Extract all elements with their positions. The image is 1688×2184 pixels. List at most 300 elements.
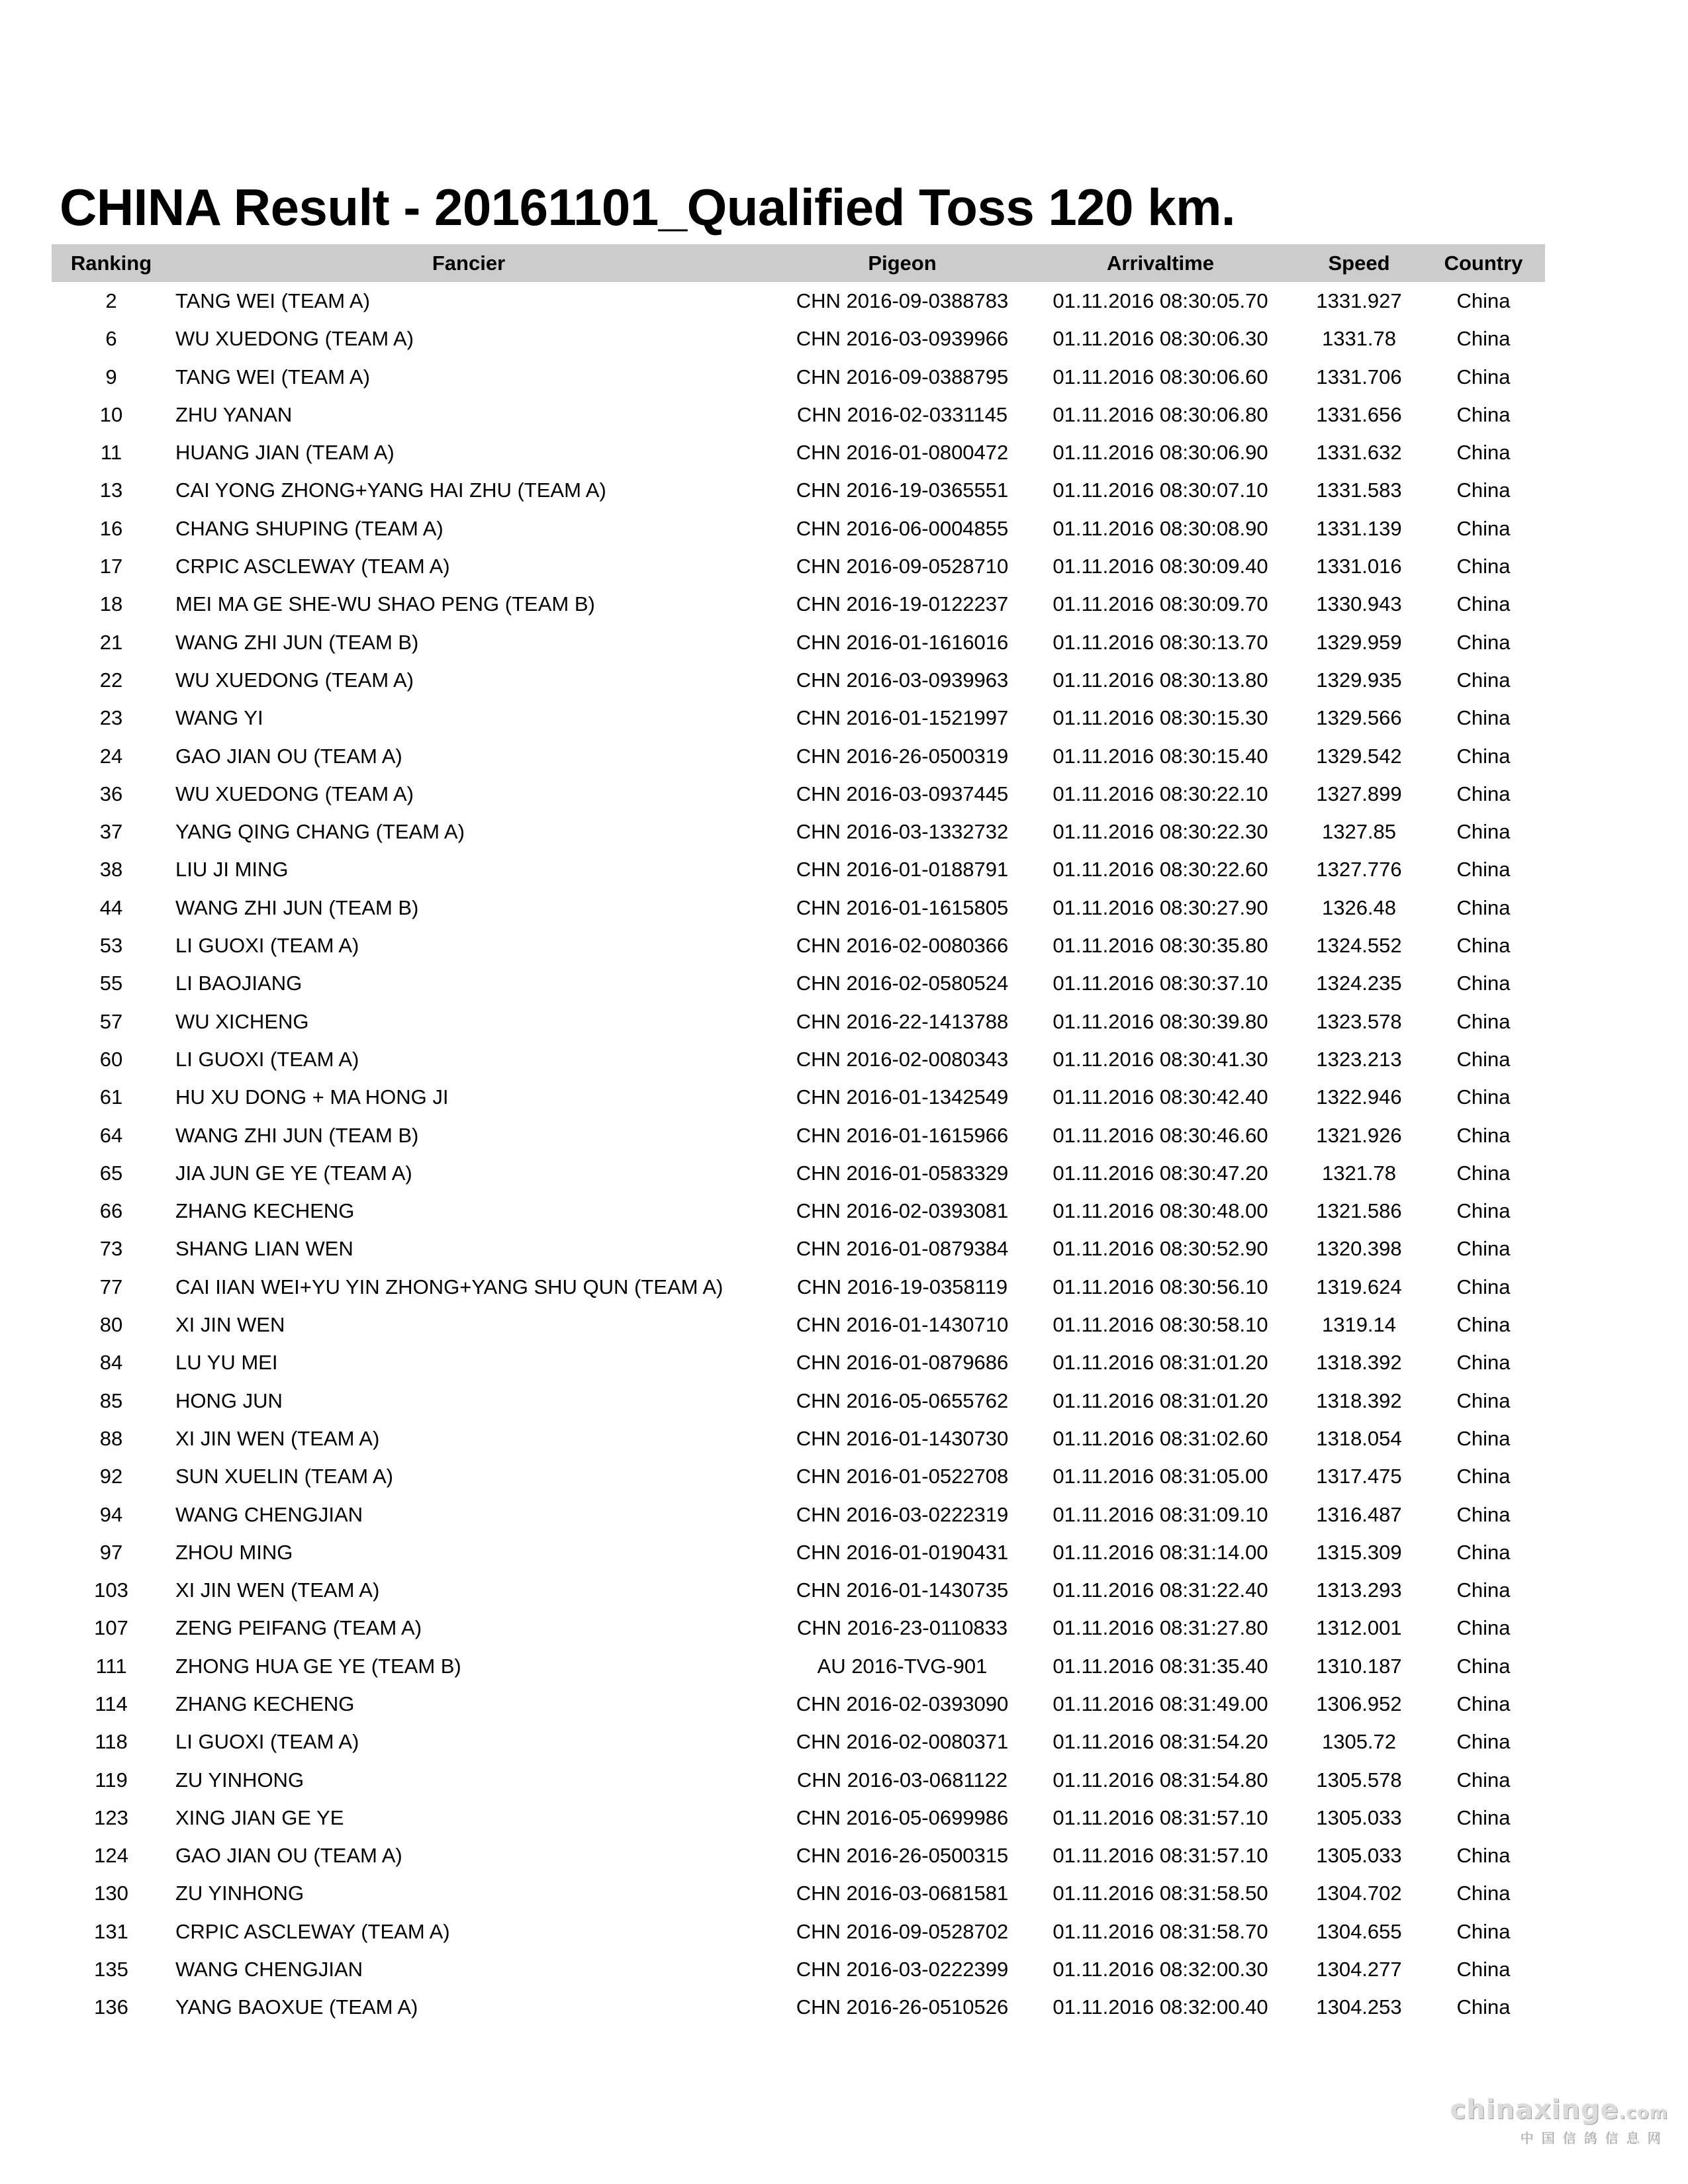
cell-pigeon: CHN 2016-09-0388795 [796, 365, 1009, 388]
cell-fancier: CAI IIAN WEI+YU YIN ZHONG+YANG SHU QUN (TEAM A) [175, 1275, 724, 1298]
table-row [52, 1343, 1545, 1381]
cell-pigeon: CHN 2016-19-0358119 [796, 1275, 1008, 1298]
cell-fancier: MEI MA GE SHE-WU SHAO PENG (TEAM B) [175, 592, 595, 616]
table-row [52, 850, 1545, 888]
cell-ranking: 24 [99, 744, 123, 768]
column-header-ranking: Ranking [70, 251, 152, 275]
cell-country: China [1456, 516, 1511, 540]
cell-pigeon: CHN 2016-03-0222319 [796, 1502, 1009, 1526]
cell-country: China [1456, 1237, 1511, 1261]
cell-fancier: LI GUOXI (TEAM A) [175, 934, 359, 958]
cell-speed: 1323.578 [1316, 1009, 1402, 1033]
cell-arrivaltime: 01.11.2016 08:30:09.70 [1053, 592, 1268, 616]
cell-speed: 1327.899 [1316, 782, 1402, 805]
cell-country: China [1456, 1578, 1511, 1602]
cell-country: China [1456, 1388, 1511, 1412]
cell-fancier: ZHANG KECHENG [175, 1692, 355, 1715]
cell-pigeon: CHN 2016-22-1413788 [796, 1009, 1009, 1033]
cell-speed: 1326.48 [1321, 895, 1397, 919]
cell-fancier: SUN XUELIN (TEAM A) [175, 1465, 393, 1488]
cell-country: China [1456, 1009, 1511, 1033]
cell-speed: 1306.952 [1316, 1692, 1402, 1715]
cell-fancier: WU XUEDONG (TEAM A) [175, 327, 414, 351]
cell-country: China [1456, 858, 1511, 882]
cell-pigeon: CHN 2016-19-0365551 [796, 478, 1009, 502]
table-row [52, 1685, 1545, 1723]
cell-fancier: XING JIAN GE YE [175, 1805, 344, 1829]
table-row [52, 585, 1545, 623]
cell-fancier: CHANG SHUPING (TEAM A) [175, 516, 444, 540]
cell-fancier: WU XICHENG [175, 1009, 309, 1033]
cell-speed: 1331.139 [1316, 516, 1402, 540]
cell-arrivaltime: 01.11.2016 08:32:00.30 [1053, 1958, 1268, 1981]
cell-speed: 1321.586 [1316, 1199, 1402, 1223]
cell-arrivaltime: 01.11.2016 08:30:47.20 [1053, 1161, 1268, 1185]
cell-arrivaltime: 01.11.2016 08:30:42.40 [1053, 1085, 1268, 1109]
table-row [52, 1761, 1545, 1799]
cell-arrivaltime: 01.11.2016 08:30:58.10 [1053, 1313, 1268, 1337]
cell-ranking: 38 [99, 858, 123, 882]
cell-fancier: YANG QING CHANG (TEAM A) [175, 820, 465, 844]
cell-pigeon: CHN 2016-05-0699986 [796, 1805, 1009, 1829]
table-row [52, 1647, 1545, 1685]
cell-arrivaltime: 01.11.2016 08:30:35.80 [1053, 934, 1268, 958]
cell-arrivaltime: 01.11.2016 08:30:13.70 [1053, 630, 1268, 654]
cell-speed: 1319.14 [1321, 1313, 1397, 1337]
table-row [52, 510, 1545, 547]
cell-country: China [1456, 478, 1511, 502]
cell-ranking: 114 [95, 1692, 128, 1715]
cell-ranking: 17 [99, 555, 123, 578]
cell-country: China [1456, 555, 1511, 578]
cell-fancier: ZHONG HUA GE YE (TEAM B) [175, 1654, 461, 1678]
cell-pigeon: CHN 2016-26-0500315 [796, 1844, 1009, 1868]
cell-country: China [1456, 744, 1511, 768]
cell-arrivaltime: 01.11.2016 08:31:27.80 [1053, 1616, 1268, 1640]
cell-ranking: 2 [105, 289, 117, 312]
cell-arrivaltime: 01.11.2016 08:31:01.20 [1053, 1388, 1268, 1412]
cell-arrivaltime: 01.11.2016 08:30:22.60 [1053, 858, 1268, 882]
cell-pigeon: CHN 2016-01-1430710 [796, 1313, 1009, 1337]
cell-country: China [1456, 1768, 1511, 1792]
cell-fancier: ZU YINHONG [175, 1882, 305, 1905]
cell-fancier: XI JIN WEN (TEAM A) [175, 1426, 380, 1450]
cell-pigeon: CHN 2016-03-0939963 [796, 668, 1009, 692]
cell-speed: 1323.213 [1316, 1047, 1402, 1071]
cell-ranking: 130 [94, 1882, 128, 1905]
cell-arrivaltime: 01.11.2016 08:30:48.00 [1053, 1199, 1268, 1223]
cell-fancier: ZENG PEIFANG (TEAM A) [175, 1616, 422, 1640]
cell-arrivaltime: 01.11.2016 08:31:05.00 [1053, 1465, 1268, 1488]
cell-pigeon: CHN 2016-02-0080366 [796, 934, 1009, 958]
cell-fancier: CRPIC ASCLEWAY (TEAM A) [175, 555, 450, 578]
cell-pigeon: CHN 2016-03-1332732 [796, 820, 1009, 844]
watermark-name: chinaxinge [1450, 2095, 1619, 2125]
cell-fancier: GAO JIAN OU (TEAM A) [175, 1844, 402, 1868]
cell-ranking: 18 [99, 592, 123, 616]
cell-arrivaltime: 01.11.2016 08:30:13.80 [1053, 668, 1268, 692]
cell-country: China [1456, 1882, 1511, 1905]
cell-country: China [1456, 365, 1511, 388]
table-row [52, 1192, 1545, 1230]
cell-speed: 1327.85 [1321, 820, 1397, 844]
cell-speed: 1315.309 [1316, 1540, 1402, 1564]
cell-country: China [1456, 1692, 1511, 1715]
cell-speed: 1327.776 [1316, 858, 1402, 882]
table-row [52, 1116, 1545, 1154]
table-row [52, 1154, 1545, 1192]
table-body [52, 282, 1545, 2026]
table-row [52, 1609, 1545, 1647]
cell-pigeon: CHN 2016-03-0681581 [796, 1882, 1009, 1905]
table-row [52, 1874, 1545, 1912]
cell-pigeon: CHN 2016-03-0939966 [796, 327, 1009, 351]
cell-arrivaltime: 01.11.2016 08:31:58.50 [1053, 1882, 1268, 1905]
cell-country: China [1456, 1123, 1511, 1147]
cell-arrivaltime: 01.11.2016 08:30:06.80 [1053, 402, 1268, 426]
cell-country: China [1456, 1275, 1511, 1298]
table-row [52, 1457, 1545, 1495]
cell-pigeon: CHN 2016-01-1616016 [796, 630, 1009, 654]
cell-fancier: WANG CHENGJIAN [175, 1958, 363, 1981]
cell-arrivaltime: 01.11.2016 08:31:57.10 [1053, 1805, 1268, 1829]
cell-pigeon: CHN 2016-01-0190431 [796, 1540, 1009, 1564]
cell-speed: 1331.78 [1321, 327, 1397, 351]
cell-ranking: 135 [94, 1958, 128, 1981]
cell-country: China [1456, 1465, 1511, 1488]
cell-fancier: ZU YINHONG [175, 1768, 305, 1792]
watermark-domain: .com [1618, 2103, 1668, 2123]
cell-arrivaltime: 01.11.2016 08:32:00.40 [1053, 1995, 1268, 2019]
cell-pigeon: CHN 2016-02-0393090 [796, 1692, 1009, 1715]
cell-pigeon: CHN 2016-03-0222399 [796, 1958, 1009, 1981]
cell-ranking: 118 [95, 1730, 128, 1754]
cell-fancier: XI JIN WEN (TEAM A) [175, 1578, 380, 1602]
table-row [52, 1988, 1545, 2026]
cell-ranking: 119 [95, 1768, 128, 1792]
cell-fancier: YANG BAOXUE (TEAM A) [175, 1995, 418, 2019]
cell-speed: 1316.487 [1316, 1502, 1402, 1526]
table-row [52, 1382, 1545, 1420]
cell-country: China [1456, 706, 1511, 730]
cell-arrivaltime: 01.11.2016 08:31:02.60 [1053, 1426, 1268, 1450]
cell-country: China [1456, 895, 1511, 919]
table-row [52, 927, 1545, 964]
cell-pigeon: CHN 2016-01-0522708 [796, 1465, 1009, 1488]
cell-fancier: WANG ZHI JUN (TEAM B) [175, 1123, 419, 1147]
cell-country: China [1456, 1616, 1511, 1640]
cell-ranking: 73 [99, 1237, 123, 1261]
cell-arrivaltime: 01.11.2016 08:30:39.80 [1053, 1009, 1268, 1033]
cell-country: China [1456, 1426, 1511, 1450]
cell-arrivaltime: 01.11.2016 08:30:37.10 [1053, 972, 1268, 995]
cell-ranking: 77 [99, 1275, 123, 1298]
cell-pigeon: CHN 2016-01-1430735 [796, 1578, 1009, 1602]
cell-arrivaltime: 01.11.2016 08:30:07.10 [1053, 478, 1268, 502]
cell-pigeon: CHN 2016-03-0937445 [796, 782, 1009, 805]
cell-pigeon: CHN 2016-02-0080343 [796, 1047, 1009, 1071]
cell-ranking: 11 [100, 441, 122, 465]
cell-country: China [1456, 1995, 1511, 2019]
cell-ranking: 21 [99, 630, 123, 654]
column-header-country: Country [1444, 251, 1523, 275]
cell-arrivaltime: 01.11.2016 08:30:05.70 [1053, 289, 1268, 312]
table-row [52, 1268, 1545, 1306]
cell-arrivaltime: 01.11.2016 08:31:49.00 [1053, 1692, 1268, 1715]
cell-ranking: 131 [94, 1919, 128, 1943]
cell-country: China [1456, 1654, 1511, 1678]
cell-speed: 1305.578 [1316, 1768, 1402, 1792]
cell-speed: 1329.935 [1316, 668, 1402, 692]
cell-arrivaltime: 01.11.2016 08:31:54.20 [1053, 1730, 1268, 1754]
cell-speed: 1331.016 [1316, 555, 1402, 578]
cell-arrivaltime: 01.11.2016 08:30:15.40 [1053, 744, 1268, 768]
table-row [52, 1040, 1545, 1078]
cell-pigeon: CHN 2016-02-0331145 [796, 402, 1008, 426]
cell-country: China [1456, 1844, 1511, 1868]
cell-ranking: 136 [94, 1995, 128, 2019]
cell-fancier: WANG ZHI JUN (TEAM B) [175, 630, 419, 654]
cell-fancier: WANG CHENGJIAN [175, 1502, 363, 1526]
table-row [52, 1913, 1545, 1950]
cell-speed: 1304.253 [1316, 1995, 1402, 2019]
table-header [52, 244, 1545, 282]
watermark-main [1450, 2097, 1668, 2123]
cell-speed: 1329.542 [1316, 744, 1402, 768]
cell-ranking: 88 [99, 1426, 123, 1450]
table-row [52, 1306, 1545, 1343]
cell-arrivaltime: 01.11.2016 08:30:46.60 [1053, 1123, 1268, 1147]
cell-fancier: JIA JUN GE YE (TEAM A) [175, 1161, 412, 1185]
table-row [52, 433, 1545, 471]
cell-pigeon: CHN 2016-01-0879686 [796, 1351, 1009, 1375]
cell-ranking: 23 [99, 706, 123, 730]
cell-ranking: 92 [99, 1465, 123, 1488]
cell-pigeon: CHN 2016-09-0528710 [796, 555, 1009, 578]
table-row [52, 699, 1545, 737]
cell-arrivaltime: 01.11.2016 08:30:56.10 [1053, 1275, 1268, 1298]
cell-country: China [1456, 402, 1511, 426]
cell-speed: 1313.293 [1316, 1578, 1402, 1602]
cell-pigeon: CHN 2016-03-0681122 [796, 1768, 1008, 1792]
cell-arrivaltime: 01.11.2016 08:30:22.30 [1053, 820, 1268, 844]
cell-ranking: 85 [99, 1388, 123, 1412]
cell-ranking: 44 [99, 895, 123, 919]
cell-country: China [1456, 820, 1511, 844]
table-row [52, 471, 1545, 509]
cell-speed: 1304.655 [1316, 1919, 1402, 1943]
cell-ranking: 107 [94, 1616, 128, 1640]
cell-pigeon: CHN 2016-05-0655762 [796, 1388, 1009, 1412]
cell-arrivaltime: 01.11.2016 08:31:58.70 [1053, 1919, 1268, 1943]
cell-fancier: CRPIC ASCLEWAY (TEAM A) [175, 1919, 450, 1943]
table-row [52, 1496, 1545, 1533]
cell-speed: 1321.78 [1321, 1161, 1397, 1185]
cell-country: China [1456, 972, 1511, 995]
cell-fancier: ZHOU MING [175, 1540, 293, 1564]
cell-fancier: WANG YI [175, 706, 263, 730]
cell-pigeon: CHN 2016-09-0388783 [796, 289, 1009, 312]
cell-speed: 1331.583 [1316, 478, 1402, 502]
cell-ranking: 36 [99, 782, 123, 805]
cell-ranking: 61 [99, 1085, 123, 1109]
cell-speed: 1331.706 [1316, 365, 1402, 388]
cell-arrivaltime: 01.11.2016 08:30:15.30 [1053, 706, 1268, 730]
cell-ranking: 94 [99, 1502, 123, 1526]
table-row [52, 964, 1545, 1002]
cell-speed: 1304.277 [1316, 1958, 1402, 1981]
cell-fancier: WU XUEDONG (TEAM A) [175, 782, 414, 805]
cell-fancier: XI JIN WEN [175, 1313, 285, 1337]
cell-pigeon: CHN 2016-01-0800472 [796, 441, 1009, 465]
cell-speed: 1329.959 [1316, 630, 1402, 654]
cell-pigeon: CHN 2016-06-0004855 [796, 516, 1009, 540]
table-row [52, 1420, 1545, 1457]
cell-country: China [1456, 1351, 1511, 1375]
cell-country: China [1456, 1919, 1511, 1943]
cell-ranking: 97 [99, 1540, 123, 1564]
cell-arrivaltime: 01.11.2016 08:30:52.90 [1053, 1237, 1268, 1261]
cell-pigeon: CHN 2016-01-0879384 [796, 1237, 1009, 1261]
cell-ranking: 55 [99, 972, 123, 995]
column-header-fancier: Fancier [432, 251, 506, 275]
cell-speed: 1318.392 [1316, 1351, 1402, 1375]
cell-pigeon: CHN 2016-09-0528702 [796, 1919, 1009, 1943]
cell-pigeon: CHN 2016-23-0110833 [796, 1616, 1008, 1640]
cell-speed: 1310.187 [1316, 1654, 1402, 1678]
cell-fancier: TANG WEI (TEAM A) [175, 289, 370, 312]
cell-ranking: 66 [99, 1199, 123, 1223]
cell-country: China [1456, 630, 1511, 654]
cell-ranking: 53 [99, 934, 123, 958]
watermark-logo [1450, 2097, 1668, 2146]
cell-ranking: 123 [94, 1805, 128, 1829]
cell-speed: 1322.946 [1316, 1085, 1402, 1109]
cell-fancier: GAO JIAN OU (TEAM A) [175, 744, 402, 768]
cell-speed: 1330.943 [1316, 592, 1402, 616]
cell-arrivaltime: 01.11.2016 08:31:22.40 [1053, 1578, 1268, 1602]
cell-speed: 1329.566 [1316, 706, 1402, 730]
cell-ranking: 9 [105, 365, 117, 388]
cell-ranking: 37 [99, 820, 123, 844]
cell-country: China [1456, 668, 1511, 692]
cell-speed: 1312.001 [1316, 1616, 1402, 1640]
cell-ranking: 64 [99, 1123, 123, 1147]
table-row [52, 623, 1545, 661]
cell-fancier: ZHU YANAN [175, 402, 293, 426]
table-row [52, 1837, 1545, 1874]
cell-pigeon: CHN 2016-01-1521997 [796, 706, 1009, 730]
cell-arrivaltime: 01.11.2016 08:31:57.10 [1053, 1844, 1268, 1868]
cell-ranking: 60 [99, 1047, 123, 1071]
cell-country: China [1456, 1730, 1511, 1754]
cell-pigeon: CHN 2016-19-0122237 [796, 592, 1009, 616]
cell-speed: 1321.926 [1316, 1123, 1402, 1147]
cell-pigeon: CHN 2016-26-0510526 [796, 1995, 1009, 2019]
cell-arrivaltime: 01.11.2016 08:30:06.60 [1053, 365, 1268, 388]
cell-arrivaltime: 01.11.2016 08:31:14.00 [1053, 1540, 1268, 1564]
cell-arrivaltime: 01.11.2016 08:30:09.40 [1053, 555, 1268, 578]
table-row [52, 1533, 1545, 1571]
cell-speed: 1324.552 [1316, 934, 1402, 958]
cell-speed: 1318.392 [1316, 1388, 1402, 1412]
cell-fancier: LI GUOXI (TEAM A) [175, 1730, 359, 1754]
cell-speed: 1331.927 [1316, 289, 1402, 312]
table-row [52, 813, 1545, 850]
cell-fancier: HU XU DONG + MA HONG JI [175, 1085, 449, 1109]
cell-arrivaltime: 01.11.2016 08:30:27.90 [1053, 895, 1268, 919]
cell-fancier: LU YU MEI [175, 1351, 278, 1375]
cell-fancier: WANG ZHI JUN (TEAM B) [175, 895, 419, 919]
cell-arrivaltime: 01.11.2016 08:30:22.10 [1053, 782, 1268, 805]
watermark-subtitle: 中国信鸽信息网 [1520, 2130, 1668, 2146]
cell-arrivaltime: 01.11.2016 08:30:06.90 [1053, 441, 1268, 465]
cell-pigeon: CHN 2016-01-1430730 [796, 1426, 1009, 1450]
table-row [52, 1571, 1545, 1609]
column-header-arrivaltime: Arrivaltime [1107, 251, 1214, 275]
cell-arrivaltime: 01.11.2016 08:30:41.30 [1053, 1047, 1268, 1071]
table-row [52, 889, 1545, 927]
table-row [52, 358, 1545, 396]
cell-fancier: LIU JI MING [175, 858, 289, 882]
cell-fancier: TANG WEI (TEAM A) [175, 365, 370, 388]
cell-speed: 1305.033 [1316, 1844, 1402, 1868]
cell-country: China [1456, 327, 1511, 351]
cell-arrivaltime: 01.11.2016 08:31:35.40 [1053, 1654, 1268, 1678]
cell-fancier: ZHANG KECHENG [175, 1199, 355, 1223]
cell-fancier: LI GUOXI (TEAM A) [175, 1047, 359, 1071]
cell-speed: 1305.72 [1321, 1730, 1397, 1754]
cell-fancier: HUANG JIAN (TEAM A) [175, 441, 395, 465]
cell-country: China [1456, 934, 1511, 958]
cell-country: China [1456, 1047, 1511, 1071]
cell-fancier: CAI YONG ZHONG+YANG HAI ZHU (TEAM A) [175, 478, 606, 502]
cell-country: China [1456, 1085, 1511, 1109]
cell-fancier: HONG JUN [175, 1388, 283, 1412]
cell-ranking: 57 [99, 1009, 123, 1033]
cell-country: China [1456, 1540, 1511, 1564]
cell-ranking: 22 [99, 668, 123, 692]
column-header-speed: Speed [1328, 251, 1390, 275]
cell-ranking: 80 [99, 1313, 123, 1337]
cell-pigeon: CHN 2016-26-0500319 [796, 744, 1009, 768]
cell-country: China [1456, 782, 1511, 805]
cell-ranking: 6 [105, 327, 117, 351]
cell-country: China [1456, 1161, 1511, 1185]
cell-pigeon: CHN 2016-01-1342549 [796, 1085, 1009, 1109]
results-table [52, 244, 1545, 2026]
table-row [52, 320, 1545, 357]
cell-country: China [1456, 592, 1511, 616]
cell-ranking: 16 [99, 516, 123, 540]
cell-fancier: WU XUEDONG (TEAM A) [175, 668, 414, 692]
cell-ranking: 84 [99, 1351, 123, 1375]
cell-speed: 1319.624 [1316, 1275, 1402, 1298]
cell-ranking: 10 [99, 402, 123, 426]
cell-speed: 1331.632 [1316, 441, 1402, 465]
page-title: CHINA Result - 20161101_Qualified Toss 120 km. [60, 178, 1236, 237]
table-row [52, 547, 1545, 585]
table-row [52, 1230, 1545, 1267]
cell-pigeon: CHN 2016-02-0580524 [796, 972, 1009, 995]
cell-arrivaltime: 01.11.2016 08:31:54.80 [1053, 1768, 1268, 1792]
cell-country: China [1456, 441, 1511, 465]
cell-ranking: 111 [95, 1654, 127, 1678]
cell-speed: 1305.033 [1316, 1805, 1402, 1829]
cell-country: China [1456, 1313, 1511, 1337]
cell-fancier: SHANG LIAN WEN [175, 1237, 353, 1261]
column-header-pigeon: Pigeon [868, 251, 937, 275]
